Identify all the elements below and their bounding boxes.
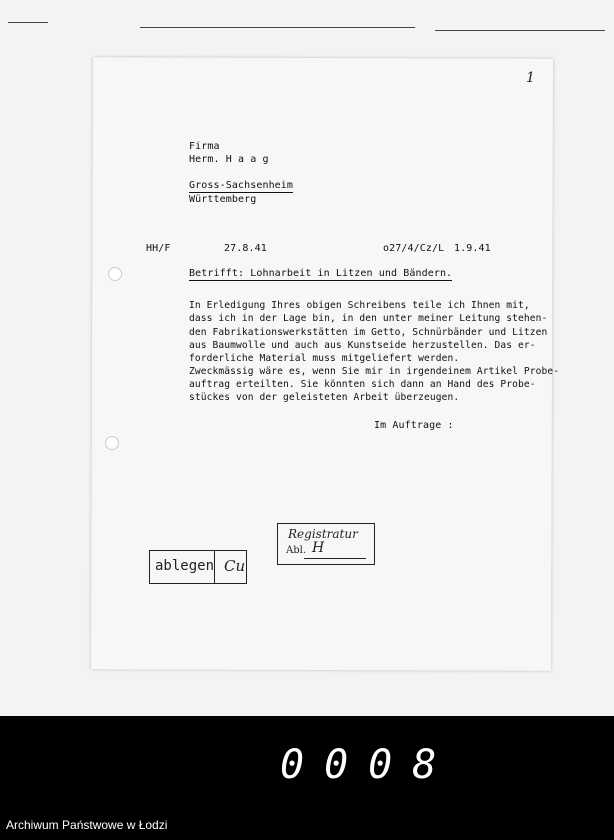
recipient-line: Firma	[189, 141, 220, 152]
body-line: auftrag erteilten. Sie könnten sich dann an Hand des Probe-	[189, 379, 536, 390]
body-line: dass ich in der Lage bin, in den unter meiner Leitung stehen-	[189, 313, 548, 324]
ablegen-stamp	[149, 550, 247, 584]
recipient-region: Württemberg	[189, 194, 257, 205]
body-line: Zweckmässig wäre es, wenn Sie mir in irgendeinem Artikel Probe-	[189, 366, 560, 377]
body-line: aus Baumwolle und auch aus Kunstseide herzustellen. Das er-	[189, 340, 536, 351]
ablegen-initials: Cu	[224, 557, 246, 575]
subject-line: Betrifft: Lohnarbeit in Litzen und Bändern.	[189, 268, 453, 279]
body-line: In Erledigung Ihres obigen Schreibens teile ich Ihnen mit,	[189, 300, 530, 311]
reference-left: HH/F	[146, 243, 171, 254]
registratur-stamp	[277, 523, 375, 565]
page-number-mark: 1	[526, 70, 535, 86]
date-right: 1.9.41	[454, 243, 491, 254]
scan-edge-line	[8, 22, 48, 23]
abl-label: Abl.	[286, 545, 306, 556]
body-line: stückes von der geleisteten Arbeit überzeugen.	[189, 392, 460, 403]
stamp-underline	[304, 558, 366, 559]
closing-line: Im Auftrage :	[374, 420, 454, 431]
punch-hole	[108, 267, 122, 281]
archive-label: Archiwum Państwowe w Łodzi	[6, 818, 168, 832]
abl-initial: H	[312, 540, 325, 556]
recipient-line: Herm. H a a g	[189, 154, 269, 165]
scan-edge-line	[435, 30, 605, 31]
body-line: den Fabrikationswerkstätten im Getto, Schnürbänder und Litzen	[189, 327, 548, 338]
frame-counter: 0008	[280, 742, 457, 788]
date-left: 27.8.41	[224, 243, 267, 254]
registratur-label: Registratur	[288, 527, 358, 541]
reference-right: o27/4/Cz/L	[383, 243, 445, 254]
recipient-city: Gross-Sachsenheim	[189, 180, 294, 191]
scan-edge-line	[140, 27, 415, 28]
punch-hole	[105, 436, 119, 450]
body-line: forderliche Material muss mitgeliefert werden.	[189, 353, 460, 364]
ablegen-label: ablegen	[155, 558, 215, 574]
